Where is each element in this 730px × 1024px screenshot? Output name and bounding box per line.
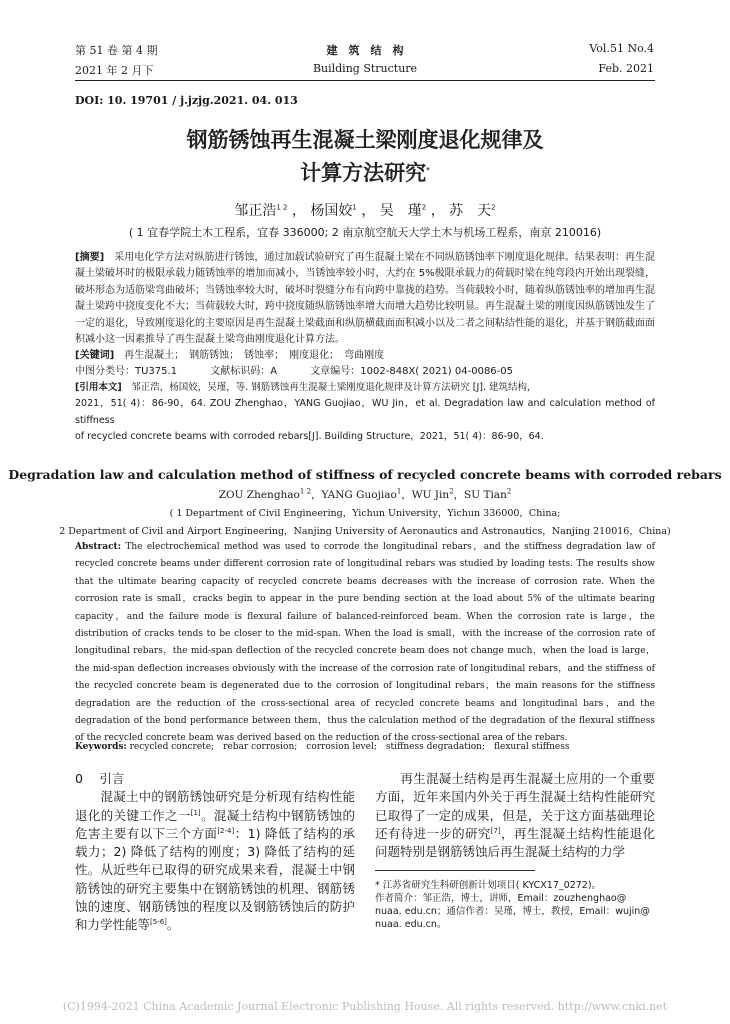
author-bio: 作者简介：邹正浩，博士，讲师，Email：zouzhenghao@ nuaa. edu.cn；通信作者：吴瑾，博士，教授，Email：wujin@ nuaa. edu.cn。 (375, 893, 650, 930)
keywords-en: Keywords: recycled concrete; rebar corrosion; corrosion level; stiffness degradation; flexural stiffness (75, 742, 570, 752)
journal-name-cn: 建 筑 结 构 (326, 44, 404, 57)
copyright-watermark: (C)1994-2021 China Academic Journal Electronic Publishing House. All rights reserved. http://www.cnki.net (62, 1000, 668, 1013)
authors: 邹正浩$^{1 2}$ ， 杨国姣$^1$ ， 吴 瑾$^2$ ， 苏 天$^2$ (234, 203, 496, 219)
paragraph-left: 混凝土中的钢筋锈蚀研究是分析现有结构性能退化的关键工作之一[1]。混凝土结构中钢筋锈蚀的危害主要有以下三个方面[2-4]：1) 降低了结构的承载力；2) 降低了结构的刚度；3) 降低了结构的延性。从近些年已取得的研究成果来看，混凝土中钢筋锈蚀的研究主要集中在钢筋锈蚀的机理、钢筋锈蚀的速度、钢筋锈蚀的程度以及钢筋锈蚀后的防护和力学性能等[5-6]。 (75, 789, 355, 933)
abstract-cn-label: [摘要] (75, 252, 105, 263)
author-4: 苏 天 (449, 203, 492, 219)
volume-issue: 第 51 卷 第 4 期 (75, 44, 158, 57)
body-left-column (75, 770, 355, 935)
author-1: 邹正浩 (234, 203, 277, 219)
abstract-en: Abstract: The electrochemical method was used to corrode the longitudinal rebars，and the stiffness degradation law of recycled concrete beams under different corrosion rate of longitudinal rebars was studied by loading tests. The results show that the ultimate bearing capacity of recycled concrete beams decreases with the increase of corrosion rate. When the corrosion rate is small，cracks begin to appear in the pure bending section at the load about 5% of the ultimate bearing capacity，and the failure mode is flexural failure of balanced-reinforced beam. When the corrosion rate is large，the distribution of cracks tends to be closer to the mid-span. When the load is small，with the increase of the corrosion rate of longitudinal rebars，the mid-span deflection of the recycled concrete beam does not change much，when the load is large，the mid-span deflection increases obviously with the increase of the corrosion rate of longitudinal rebars，and the stiffness of the recycled concrete beam is degenerated due to the corrosion of longitudinal rebars，the main reasons for the stiffness degradation are the reduction of the cross-sectional area of recycled concrete beams and longitudinal bars，and the degradation of the bond performance between them，thus the calculation method of the degradation of the flexural stiffness of the recycled concrete beam was derived based on the reduction of the cross-sectional area of the rebars. (75, 542, 655, 744)
classification (75, 364, 655, 380)
author-2: 杨国姣 (310, 203, 353, 219)
header-rule (75, 80, 655, 81)
title-footnote-mark: * (426, 166, 430, 174)
volume-issue-en: Vol.51 No.4 (589, 42, 654, 55)
keywords-cn: [关键词] 再生混凝土； 钢筋锈蚀； 锈蚀率； 刚度退化； 弯曲刚度 (75, 350, 385, 361)
clc-number: 中图分类号：TU375.1 (75, 366, 178, 377)
journal-name-en: Building Structure (312, 62, 418, 75)
document-code: 文献标识码：A (210, 366, 278, 377)
section-heading: 0 引言 (75, 771, 125, 786)
abstract-cn: [摘要] 采用电化学方法对纵筋进行锈蚀，通过加载试验研究了再生混凝土梁在不同纵筋锈蚀率下刚度退化规律。结果表明：再生混凝土梁破坏时的极限承载力随锈蚀率的增加而减小，当锈蚀率较小时，大约在 5%极限承载力的荷载时梁在纯弯段内开始出现裂缝，破坏形态为适筋梁弯曲破坏；当锈蚀率较大时，破坏时裂缝分布有向跨中靠拢的趋势。当荷载较小时，随着纵筋锈蚀率的增加再生混凝土梁跨中挠度变化不大；当荷载较大时，跨中挠度随纵筋锈蚀率增大而增大趋势比较明显。再生混凝土梁的刚度因纵筋锈蚀发生了一定的退化，导致刚度退化的主要原因是再生混凝土梁截面和纵筋横截面面积减小以及二者之间粘结性能的退化，并基于钢筋截面面积减小这一因素推导了再生混凝土梁弯曲刚度退化计算方法。 (75, 252, 656, 346)
publish-date-cn: 2021 年 2 月下 (75, 64, 154, 77)
affiliation-en-1: ( 1 Department of Civil Engineering，Yichun University，Yichun 336000，China; (169, 508, 561, 519)
footnote-rule (375, 870, 535, 871)
authors-en: ZOU Zhenghao$^{1 2}$，YANG Guojiao$^1$，WU Jin$^2$，SU Tian$^2$ (218, 487, 512, 501)
abstract-en-label: Abstract: (75, 542, 122, 552)
affiliation-en-2: 2 Department of Civil and Airport Engineering，Nanjing University of Aeronautics and Astronautics，Nanjing 210016，China) (59, 526, 671, 537)
title-line-2: 计算方法研究* (300, 161, 430, 185)
fund-note: * 江苏省研究生科研创新计划项目( KYCX17_0272)。 (375, 880, 602, 891)
citation: [引用本文] 邹正浩，杨国姣，吴瑾，等. 钢筋锈蚀再生混凝土梁刚度退化规律及计算方法研究 [J]. 建筑结构， 2021，51( 4)：86-90，64. ZOU Zhenghao，YANG Guojiao，WU Jin，et al. Degradation law and calculation method of stiffness of recycled concrete beams with corroded rebars[J]. Building Structure，2021，51( 4)：86-90，64. (75, 382, 655, 443)
article-number: 文章编号：1002-848X( 2021) 04-0086-05 (310, 366, 514, 377)
publish-date-en: Feb. 2021 (598, 62, 654, 75)
author-3: 吴 瑾 (379, 203, 422, 219)
footnote (375, 879, 655, 931)
body-right-column (375, 770, 655, 861)
paragraph-right: 再生混凝土结构是再生混凝土应用的一个重要方面，近年来国内外关于再生混凝土结构性能研究已取得了一定的成果，但是，关于这方面基础理论还有待进一步的研究[7]，再生混凝土结构性能退化问题特别是钢筋锈蚀后再生混凝土结构的力学 (375, 771, 655, 860)
doi[interactable]: DOI: 10. 19701 / j.jzjg.2021. 04. 013 (75, 94, 298, 107)
title-line-1: 钢筋锈蚀再生混凝土梁刚度退化规律及 (186, 128, 544, 152)
title-en: Degradation law and calculation method of stiffness of recycled concrete beams with corroded rebars (8, 467, 722, 482)
affiliation-cn: ( 1 宜春学院土木工程系，宜春 336000; 2 南京航空航天大学土木与机场工程系，南京 210016) (128, 226, 602, 239)
